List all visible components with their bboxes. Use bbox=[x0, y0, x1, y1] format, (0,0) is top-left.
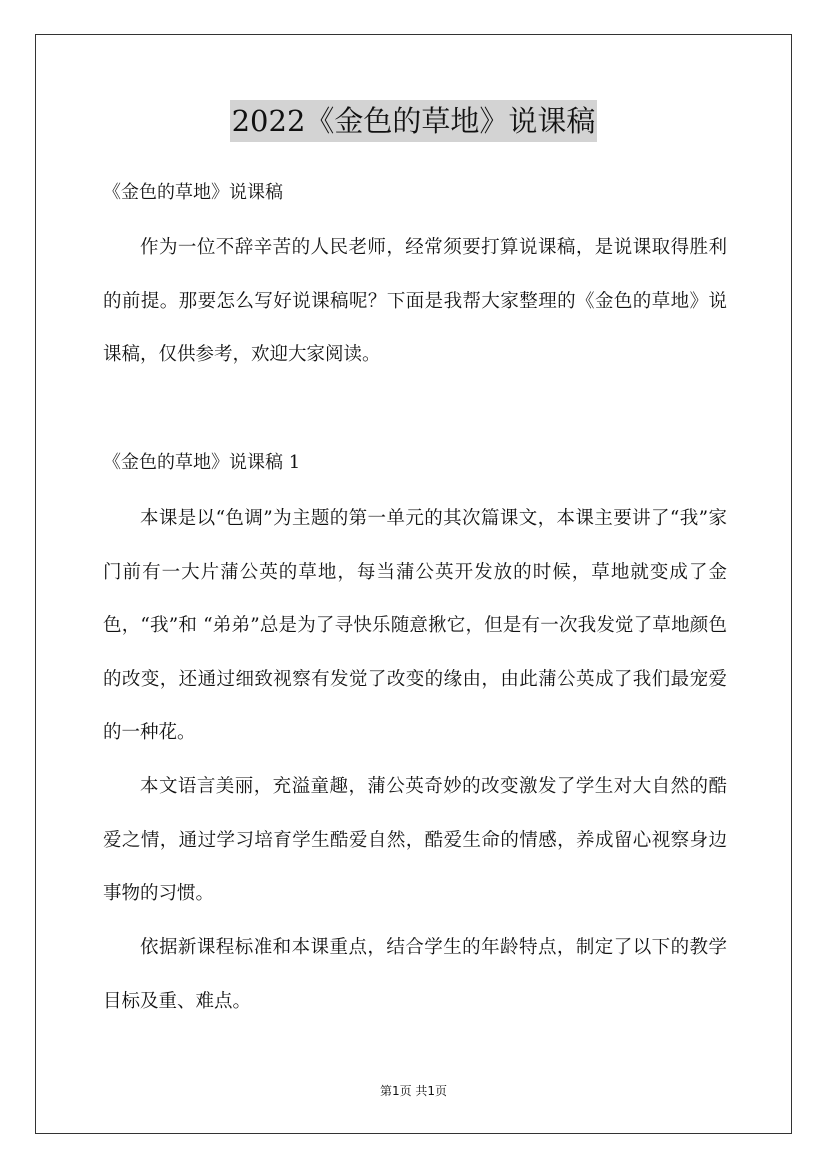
document-subtitle: 《金色的草地》说课稿 bbox=[103, 182, 283, 203]
body-paragraph-2: 本文语言美丽，充溢童趣，蒲公英奇妙的改变激发了学生对大自然的酷爱之情，通过学习培育学生酷爱自然，酷爱生命的情感，养成留心视察身边事物的习惯。 bbox=[103, 776, 727, 904]
document-title: 2022《金色的草地》说课稿 bbox=[230, 100, 598, 142]
page-footer: 第1页 共1页 bbox=[379, 1084, 448, 1098]
section-heading: 《金色的草地》说课稿 1 bbox=[103, 452, 301, 473]
body-paragraph-1: 本课是以“色调”为主题的第一单元的其次篇课文，本课主要讲了“我”家门前有一大片蒲公英的草地，每当蒲公英开发放的时候，草地就变成了金色，“我”和 “弟弟”总是为了寻快乐随意揪它，但是有一次我发觉了草地颜色的改变，还通过细致视察有发觉了改变的缘由，由此蒲公英成了我们最宠爱的一种花。 bbox=[103, 508, 727, 743]
title-container bbox=[0, 100, 827, 142]
body-paragraph-3: 依据新课程标准和本课重点，结合学生的年龄特点，制定了以下的教学目标及重、难点。 bbox=[103, 937, 727, 1012]
intro-paragraph: 作为一位不辞辛苦的人民老师，经常须要打算说课稿，是说课取得胜利的前提。那要怎么写好说课稿呢？下面是我帮大家整理的《金色的草地》说课稿，仅供参考，欢迎大家阅读。 bbox=[103, 237, 727, 365]
